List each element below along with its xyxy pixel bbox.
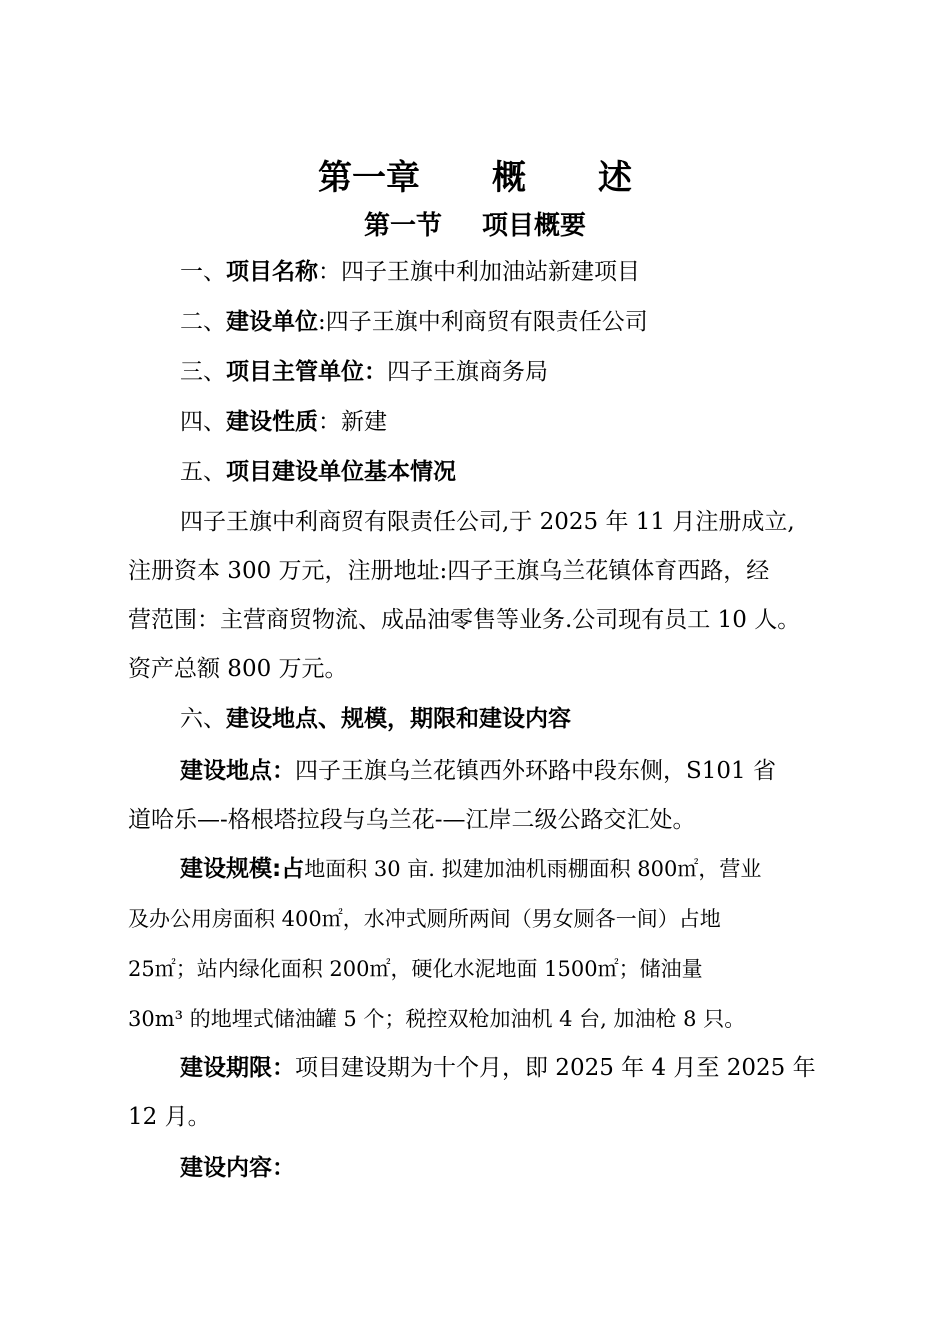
supervisor-line	[180, 356, 900, 388]
nature-line	[180, 406, 900, 438]
builder-line	[180, 306, 900, 338]
site-scale-heading	[180, 703, 900, 735]
project-name-line	[180, 256, 900, 288]
item-prefix: 四、	[180, 409, 226, 435]
item-value: ：新建	[318, 409, 387, 435]
chapter-title	[0, 150, 950, 199]
company-info-heading	[180, 456, 900, 488]
item-prefix: 六、	[180, 706, 226, 732]
item-label: 建设地点、规模，期限和建设内容	[226, 706, 571, 732]
period-line-2: 12 月。	[128, 1104, 211, 1130]
item-prefix: 三、	[180, 359, 226, 385]
item-label: 建设单位	[226, 309, 318, 335]
location-line	[180, 755, 900, 787]
item-label: 建设性质	[226, 409, 318, 435]
chapter-word-1: 概	[492, 158, 526, 198]
content-heading	[180, 1152, 900, 1184]
company-paragraph-line: 资产总额 800 万元。	[128, 656, 348, 682]
item-prefix: 二、	[180, 309, 226, 335]
section-number: 第一节	[363, 211, 442, 241]
period-label: 建设期限：	[180, 1055, 295, 1081]
period-line	[180, 1052, 900, 1084]
item-prefix: 五、	[180, 459, 226, 485]
location-text: 四子王旗乌兰花镇西外环路中段东侧，S101 省	[295, 758, 776, 784]
scale-line	[180, 853, 900, 885]
chapter-number: 第一章	[318, 158, 420, 198]
item-value: 四子王旗商务局	[387, 359, 548, 385]
item-value: ：四子王旗中利加油站新建项目	[318, 259, 640, 285]
item-prefix: 一、	[180, 259, 226, 285]
scale-line-4: 30m³ 的地埋式储油罐 5 个；税控双枪加油机 4 台, 加油枪 8 只。	[128, 1007, 746, 1031]
section-name: 项目概要	[482, 211, 587, 241]
item-label: 项目主管单位：	[226, 359, 387, 385]
period-text: 项目建设期为十个月，即 2025 年 4 月至 2025 年	[295, 1055, 816, 1081]
content-label: 建设内容：	[180, 1155, 295, 1181]
location-line-2: 道哈乐—-格根塔拉段与乌兰花-—江岸二级公路交汇处。	[128, 807, 696, 833]
scale-text: 地面积 30 亩. 拟建加油机雨棚面积 800㎡，营业	[304, 857, 762, 881]
item-label: 项目建设单位基本情况	[226, 459, 456, 485]
company-paragraph-line: 营范围：主营商贸物流、成品油零售等业务.公司现有员工 10 人。	[128, 607, 801, 633]
scale-label: 建设规模:占	[180, 856, 305, 882]
chapter-word-2: 述	[598, 158, 632, 198]
scale-line-2: 及办公用房面积 400㎡，水冲式厕所两间（男女厕各一间）占地	[128, 907, 721, 931]
company-paragraph-line: 四子王旗中利商贸有限责任公司,于 2025 年 11 月注册成立,	[180, 509, 795, 535]
section-title	[0, 205, 950, 242]
location-label: 建设地点：	[180, 758, 295, 784]
item-label: 项目名称	[226, 259, 318, 285]
company-paragraph-line: 注册资本 300 万元，注册地址:四子王旗乌兰花镇体育西路，经	[128, 558, 770, 584]
item-value: :四子王旗中利商贸有限责任公司	[318, 309, 648, 335]
scale-line-3: 25㎡；站内绿化面积 200㎡，硬化水泥地面 1500㎡；储油量	[128, 957, 703, 981]
